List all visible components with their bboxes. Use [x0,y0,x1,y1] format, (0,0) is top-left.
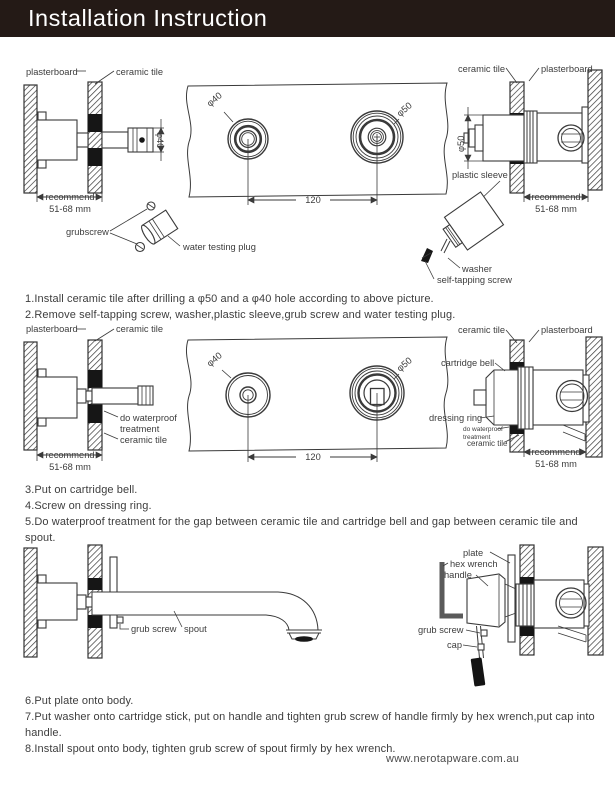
ceramic-tile-label-2: ceramic tile [120,435,168,445]
ceramic-tile-label: ceramic tile [116,67,164,77]
d1-front-view [186,83,447,205]
water-testing-plug-label: water testing plug [183,242,256,252]
dia50-side-label: φ50 [456,135,466,152]
plasterboard-label: plasterboard [541,64,593,74]
step-4: 4.Screw on dressing ring. [25,500,152,512]
instructions-block-3 [25,693,607,757]
d1-grubscrew-group [66,202,256,252]
grub-screw-label: grub screw [131,624,177,634]
ceramic-tile-label: ceramic tile [458,325,506,335]
d2-left-section [24,324,177,472]
grubscrew-label: grubscrew [66,227,109,237]
plasterboard-wall [24,342,37,450]
waterproof-label-2: treatment [120,424,160,434]
dia50-front-label: φ50 [394,355,414,374]
water-testing-plug-part [139,210,177,246]
step-8: 8.Install spout onto body, tighten grub screw of spout firmly by hex wrench. [25,743,396,755]
instructions-block-2 [25,482,607,546]
grub-screw-label: grub screw [418,625,464,635]
plasterboard-wall [588,547,603,655]
diagram-row-2 [0,322,615,482]
dia40-side-label: φ40 [155,132,165,149]
step-7: 7.Put washer onto cartridge stick, put on handle and tighten grub screw of handle firmly by hex wrench,put cap into handle. [25,711,595,739]
waterproof-label-1: do waterproof [120,413,177,423]
range-label: 51-68 mm [49,462,91,472]
range-label: 51-68 mm [49,204,91,214]
hex-wrench-label: hex wrench [450,559,498,569]
header-bar [0,0,615,37]
page-title: Installation Instruction [28,5,268,31]
website-url: www.nerotapware.com.au [386,753,520,765]
cap-part [478,644,484,650]
recommend-label: recommend [45,450,95,460]
ceramic-tile-label: ceramic tile [458,64,506,74]
d1-right-section [421,64,602,285]
washer-and-screw-parts [421,239,450,263]
cap-label: cap [447,640,462,650]
spout-label: spout [184,624,207,634]
washer-label: washer [462,264,492,274]
dim120-label: 120 [305,452,321,462]
step-6: 6.Put plate onto body. [25,695,134,707]
dressing-ring-label: dressing ring [429,413,483,423]
step-1: 1.Install ceramic tile after drilling a φ50 and a φ40 hole according to above picture. [25,293,434,305]
plate-label: plate [463,548,484,558]
plasterboard-wall [24,548,37,657]
d2-front-view [186,337,447,462]
waterproof-label-1: do waterproof [463,426,503,433]
ceramic-tile-label: ceramic tile [116,324,164,334]
valve-body [464,107,588,163]
range-label: 51-68 mm [535,204,577,214]
d2-right-section [429,325,602,469]
grub-screw-part [481,630,487,636]
plasterboard-wall [588,70,602,190]
plasterboard-wall [24,85,37,193]
plastic-sleeve-label: plastic sleeve [452,170,508,180]
plasterboard-label: plasterboard [26,324,78,334]
recommend-dimension [37,190,102,214]
spout-part [92,592,322,642]
step-5: 5.Do waterproof treatment for the gap between ceramic tile and cartridge bell and gap between ceramic tile and spout. [25,516,578,544]
d3-left-section [24,545,322,658]
recommend-dimension [524,190,588,214]
recommend-label: recommend [531,447,581,457]
cartridge-stick-part [471,626,487,687]
dia40-side-dimension [153,119,165,161]
dia40-front-label: φ40 [204,350,224,369]
recommend-label: recommend [45,192,95,202]
step-2: 2.Remove self-tapping screw, washer,plastic sleeve,grub screw and water testing plug. [25,309,456,321]
wall-panel [186,83,447,197]
step-3: 3.Put on cartridge bell. [25,484,138,496]
dia50-front-label: φ50 [394,100,414,119]
dim120-label: 120 [305,195,321,205]
self-tapping-screw-label: self-tapping screw [437,275,512,285]
cartridge-bell-label: cartridge bell [441,358,495,368]
d3-right-section [418,545,603,687]
plasterboard-label: plasterboard [541,325,593,335]
d1-left-section [24,67,165,214]
handle-label: handle [444,570,472,580]
valve-body [37,575,92,628]
ceramic-tile-wall [88,82,102,193]
plate-part [508,555,515,642]
diagram-row-3 [0,540,615,700]
valve-body [518,367,589,441]
range-label: 51-68 mm [535,459,577,469]
recommend-dimension [37,449,102,472]
dia40-front-label: φ40 [204,90,224,109]
recommend-label: recommend [531,192,581,202]
plasterboard-label: plasterboard [26,67,78,77]
waterproof-label-2: treatment [463,434,491,441]
ceramic-tile-label-2: ceramic tile [467,439,508,448]
recommend-dimension [524,446,586,469]
diagram-row-1 [0,55,615,292]
instructions-block-1 [25,291,607,323]
grub-screw-part [117,617,123,623]
